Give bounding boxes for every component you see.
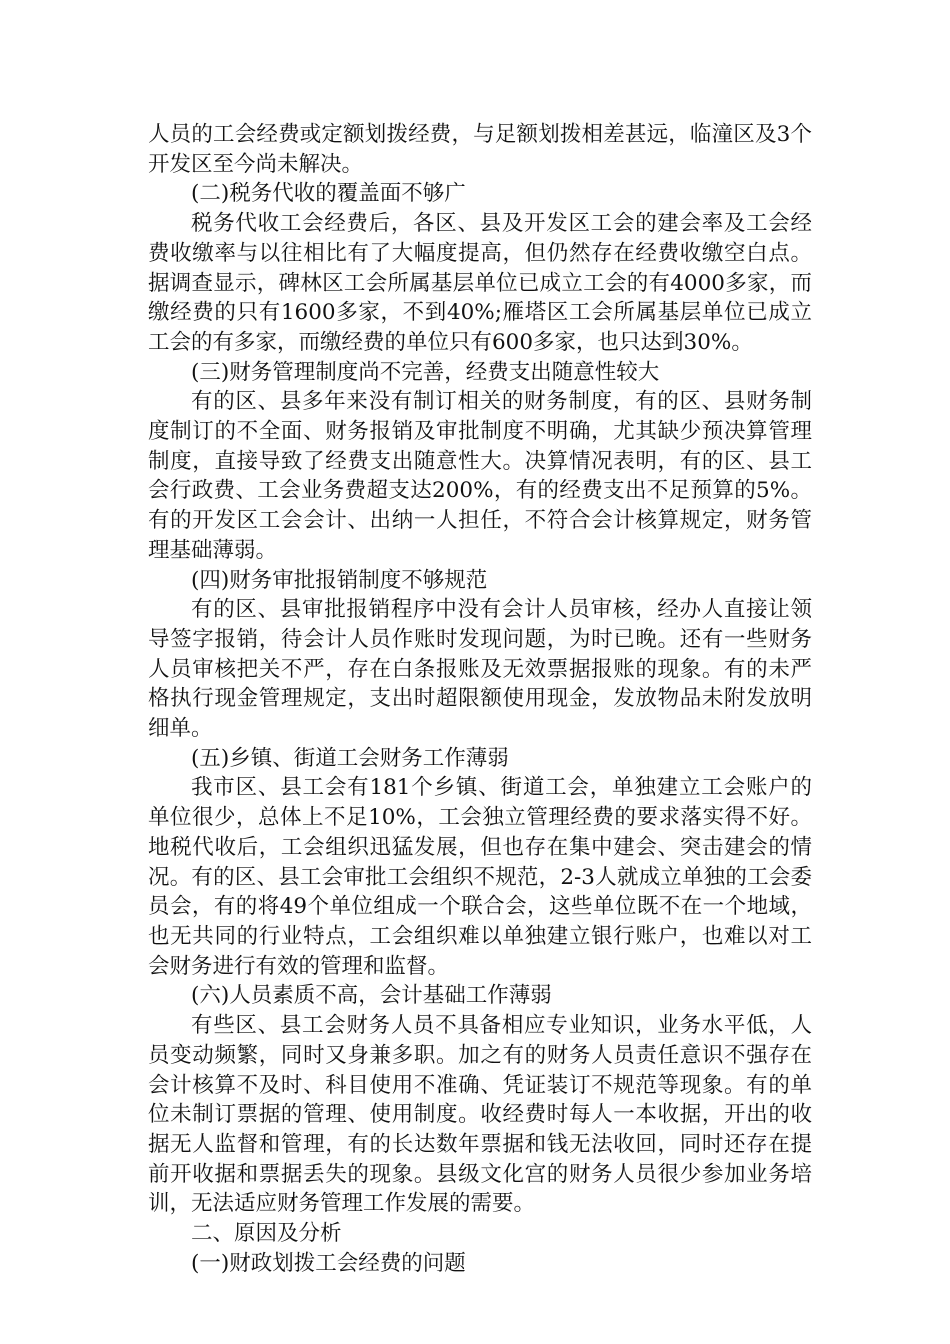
document-body: [148, 120, 812, 1278]
paragraph-continuation: 人员的工会经费或定额划拨经费，与足额划拨相差甚远，临潼区及3个开发区至今尚未解决。: [148, 122, 812, 177]
section-heading-2: (二)税务代收的覆盖面不够广: [191, 181, 466, 207]
section-heading-4: (四)财务审批报销制度不够规范: [191, 567, 488, 593]
paragraph: 有的区、县审批报销程序中没有会计人员审核，经办人直接让领导签字报销，待会计人员作账时发现问题，为时已晚。还有一些财务人员审核把关不严，存在白条报账及无效票据报账的现象。有的未严格执行现金管理规定，支出时超限额使用现金，发放物品未附发放明细单。: [148, 597, 812, 742]
paragraph: 有的区、县多年来没有制订相关的财务制度，有的区、县财务制度制订的不全面、财务报销及审批制度不明确，尤其缺少预决算管理制度，直接导致了经费支出随意性大。决算情况表明，有的区、县工会行政费、工会业务费超支达200%，有的经费支出不足预算的5%。有的开发区工会会计、出纳一人担任，不符合会计核算规定，财务管理基础薄弱。: [148, 389, 812, 563]
section-heading-3: (三)财务管理制度尚不完善，经费支出随意性较大: [191, 359, 660, 385]
paragraph: 有些区、县工会财务人员不具备相应专业知识，业务水平低，人员变动频繁，同时又身兼多职。加之有的财务人员责任意识不强存在会计核算不及时、科目使用不准确、凭证装订不规范等现象。有的单位未制订票据的管理、使用制度。收经费时每人一本收据，开出的收据无人监督和管理，有的长达数年票据和钱无法收回，同时还存在提前开收据和票据丢失的现象。县级文化宫的财务人员很少参加业务培训，无法适应财务管理工作发展的需要。: [148, 1013, 812, 1217]
section-heading-6: (六)人员素质不高，会计基础工作薄弱: [191, 983, 552, 1009]
chapter-heading: 二、原因及分析: [191, 1221, 342, 1247]
section-heading-5: (五)乡镇、街道工会财务工作薄弱: [191, 745, 509, 771]
section-heading-1: (一)财政划拨工会经费的问题: [191, 1250, 466, 1276]
paragraph: 税务代收工会经费后，各区、县及开发区工会的建会率及工会经费收缴率与以往相比有了大幅度提高，但仍然存在经费收缴空白点。据调查显示，碑林区工会所属基层单位已成立工会的有4000多家，而缴经费的只有1600多家，不到40%;雁塔区工会所属基层单位已成立工会的有多家，而缴经费的单位只有600多家，也只达到30%。: [148, 211, 812, 355]
paragraph: 我市区、县工会有181个乡镇、街道工会，单独建立工会账户的单位很少，总体上不足10%，工会独立管理经费的要求落实得不好。地税代收后，工会组织迅猛发展，但也存在集中建会、突击建会的情况。有的区、县工会审批工会组织不规范，2-3人就成立单独的工会委员会，有的将49个单位组成一个联合会，这些单位既不在一个地域，也无共同的行业特点，工会组织难以单独建立银行账户，也难以对工会财务进行有效的管理和监督。: [148, 775, 812, 979]
